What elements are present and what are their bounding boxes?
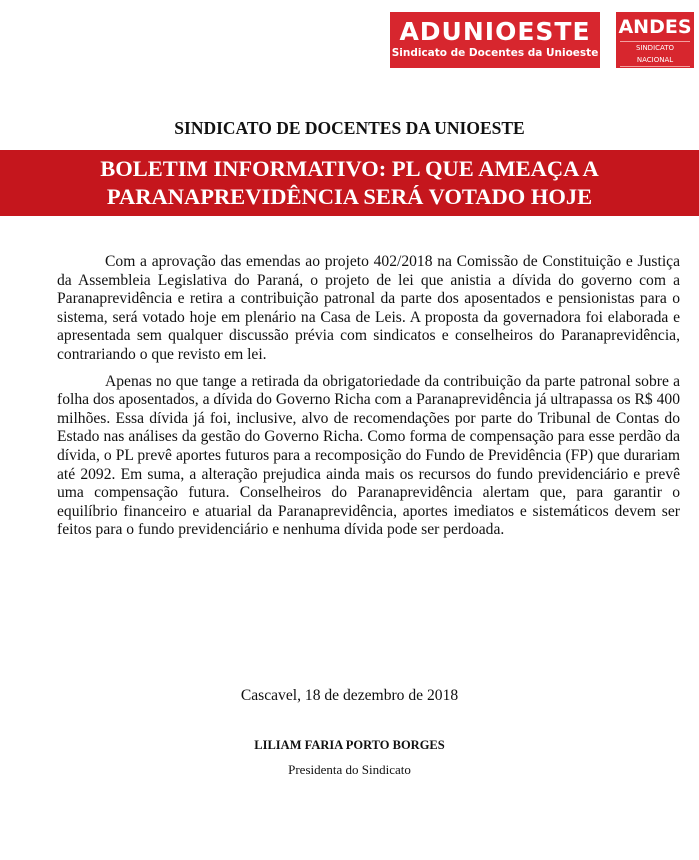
- adunioeste-logo-name: ADUNIOESTE: [399, 17, 591, 46]
- signatory-name: LILIAM FARIA PORTO BORGES: [254, 738, 445, 752]
- organization-heading: SINDICATO DE DOCENTES DA UNIOESTE: [174, 118, 525, 138]
- andes-logo-footer: CSP · CONLUTAS: [631, 69, 679, 75]
- title-banner: [0, 150, 699, 216]
- paragraph: Apenas no que tange a retirada da obrigatoriedade da contribuição da parte patronal sobre a folha dos aposentados, a dívida do Governo Richa com a Paranaprevidência já ultrapassa os R$ 400 milhões. Essa dívida já foi, inclusive, alvo de recomendações por parte do Tribunal de Contas do Estado nas análises da gestão do Governo Richa. Como forma de compensação para esse perdão da dívida, o PL prevê aportes futuros para a recomposição do Fundo de Previdência (FP) que durariam até 2092. Em suma, a alteração prejudica ainda mais os recursos do fundo previdenciário e prevê uma compensação futura. Conselheiros do Paranaprevidência alertam que, para garantir o equilíbrio financeiro e atuarial da Paranaprevidência, aportes imediatos e sistemáticos devem ser feitos para o fundo previdenciário e nenhuma dívida pode ser perdoada.: [57, 372, 680, 539]
- signatory-role: Presidenta do Sindicato: [288, 762, 411, 777]
- andes-logo-subtitle: SINDICATO NACIONAL: [620, 41, 690, 67]
- adunioeste-logo: [390, 12, 600, 68]
- bulletin-body: [57, 253, 680, 548]
- adunioeste-logo-tagline: Sindicato de Docentes da Unioeste: [391, 47, 599, 59]
- title-line-2: PARANAPREVIDÊNCIA SERÁ VOTADO HOJE: [106, 184, 593, 209]
- andes-logo: [616, 12, 694, 75]
- paragraph: Com a aprovação das emendas ao projeto 402/2018 na Comissão de Constituição e Justiça da Assembleia Legislativa do Paraná, o projeto de lei que anistia a dívida do governo com a Paranaprevidência e retira a contribuição patronal da parte dos aposentados e pensionistas para o sistema, será votado hoje em plenário na Casa de Leis. A proposta da governadora foi elaborada e apresentada sem qualquer discussão prévia com sindicatos e conselheiros do Paranaprevidência, contrariando o que revisto em lei.: [57, 253, 680, 363]
- andes-logo-name: ANDES: [618, 16, 692, 38]
- place-date: Cascavel, 18 de dezembro de 2018: [240, 687, 459, 704]
- title-line-1: BOLETIM INFORMATIVO: PL QUE AMEAÇA A: [100, 156, 599, 181]
